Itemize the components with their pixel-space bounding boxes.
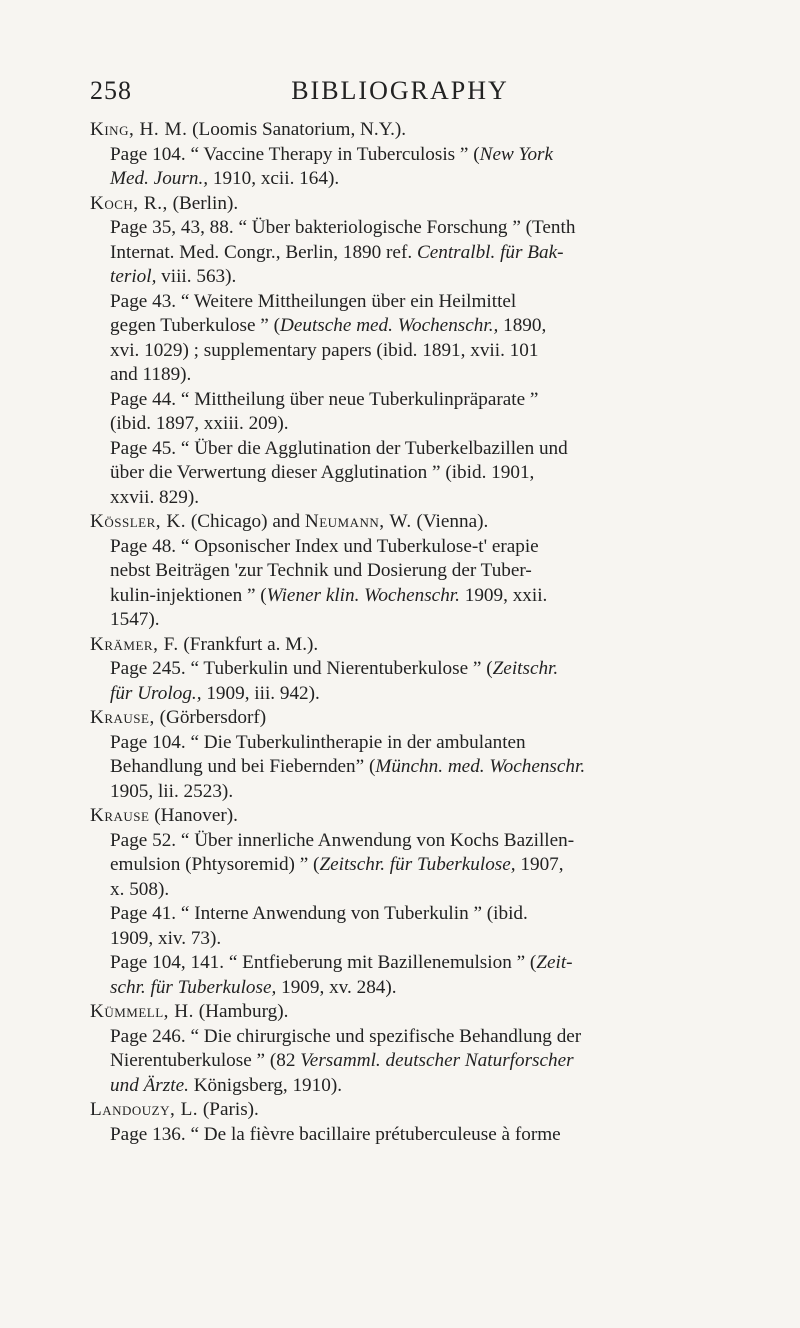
entry-text: Page 48. “ Opsonischer Index und Tuberkulose-t' erapie	[110, 535, 539, 557]
entry-text: Behandlung und bei Fiebernden” (	[110, 756, 376, 777]
author-line	[90, 510, 740, 535]
author-location: (Chicago) and	[186, 511, 305, 532]
journal-title: Wiener klin. Wochenschr.	[266, 584, 460, 606]
author-name: Kümmell, H.	[90, 1001, 194, 1022]
author-line	[90, 118, 740, 143]
author-line	[90, 192, 740, 217]
journal-title: Zeitschr.	[492, 658, 559, 679]
journal-title: Zeit-	[536, 952, 573, 973]
entry-text: (ibid. 1897, xxiii. 209).	[110, 413, 289, 434]
entry-line	[90, 535, 740, 560]
entry-line	[90, 1025, 740, 1050]
entry-line	[90, 290, 740, 315]
entry-text: and 1189).	[110, 364, 192, 385]
entry-line	[90, 412, 740, 437]
author-location: (Paris).	[198, 1099, 259, 1120]
author-line	[90, 1000, 740, 1025]
entry-line	[90, 388, 740, 413]
author-name: King, H. M.	[90, 119, 188, 140]
entry-text: xxvii. 829).	[110, 486, 200, 508]
entry-text: Page 41. “ Interne Anwendung von Tuberkulin ” (ibid.	[110, 903, 528, 924]
entry-line	[90, 461, 740, 486]
running-title: BIBLIOGRAPHY	[291, 76, 509, 105]
entry-line	[90, 927, 740, 952]
entry-text: viii. 563).	[156, 266, 237, 287]
entry-text: Internat. Med. Congr., Berlin, 1890 ref.	[110, 241, 417, 263]
entry-line	[90, 486, 740, 511]
entry-text: Page 104. “ Die Tuberkulintherapie in der ambulanten	[110, 731, 526, 753]
entry-line	[90, 829, 740, 854]
author-location: (Vienna).	[411, 511, 489, 532]
entry-line	[90, 584, 740, 609]
journal-title: für Urolog.,	[110, 682, 202, 704]
entry-text: Page 245. “ Tuberkulin und Nierentuberkulose ” (	[110, 658, 493, 679]
entry-line	[90, 265, 740, 290]
entry-text: Page 45. “ Über die Agglutination der Tuberkelbazillen und	[110, 437, 568, 459]
entry-text: Page 104, 141. “ Entfieberung mit Bazillenemulsion ” (	[110, 952, 537, 973]
journal-title: Centralbl. für Bak-	[416, 241, 564, 263]
author-name: Krause,	[90, 707, 155, 728]
journal-title: und Ärzte.	[110, 1074, 189, 1096]
author-location: (Hanover).	[149, 805, 238, 826]
author-line	[90, 706, 740, 731]
entry-text: Page 35, 43, 88. “ Über bakteriologische Forschung ” (Tenth	[110, 217, 576, 238]
author-name: Krämer, F.	[90, 633, 179, 655]
entry-text: 1905, lii. 2523).	[110, 780, 234, 802]
journal-title: New York	[479, 143, 554, 165]
entry-line	[90, 902, 740, 927]
entry-text: emulsion (Phtysoremid) ” (	[110, 854, 320, 875]
entry-line	[90, 976, 740, 1001]
entry-line	[90, 731, 740, 756]
running-head	[0, 76, 800, 116]
entry-line	[90, 755, 740, 780]
author-name: Neumann, W.	[304, 511, 412, 532]
author-location: (Loomis Sanatorium, N.Y.).	[187, 119, 407, 140]
entry-line	[90, 143, 740, 168]
entry-line	[90, 780, 740, 805]
journal-title: schr. für Tuberkulose,	[110, 976, 277, 998]
author-line	[90, 804, 740, 829]
entry-line	[90, 339, 740, 364]
entry-text: 1907,	[515, 854, 564, 875]
entry-text: Nierentuberkulose ” (82	[110, 1050, 301, 1071]
entry-line	[90, 363, 740, 388]
author-name: Krause	[90, 805, 150, 826]
entry-text: nebst Beiträgen 'zur Technik und Dosierung der Tuber-	[110, 560, 532, 581]
bibliography-text	[90, 118, 740, 1147]
entry-line	[90, 878, 740, 903]
author-location: (Berlin).	[167, 192, 239, 214]
journal-title: Deutsche med. Wochenschr.,	[280, 315, 499, 336]
author-location: (Görbersdorf)	[154, 707, 267, 728]
entry-text: x. 508).	[110, 878, 170, 900]
entry-text: 1909, iii. 942).	[201, 682, 320, 704]
entry-line	[90, 657, 740, 682]
journal-title: Zeitschr. für Tuberkulose,	[319, 854, 516, 875]
entry-line	[90, 853, 740, 878]
entry-text: Königsberg, 1910).	[188, 1074, 343, 1096]
author-name: Koch, R.,	[90, 192, 168, 214]
entry-line	[90, 1123, 740, 1148]
author-location: (Hamburg).	[193, 1001, 289, 1022]
entry-line	[90, 1074, 740, 1099]
entry-text: kulin-injektionen ” (	[110, 584, 267, 606]
journal-title: Med. Journ.,	[110, 168, 209, 189]
entry-line	[90, 437, 740, 462]
entry-line	[90, 314, 740, 339]
entry-line	[90, 682, 740, 707]
entry-text: 1890,	[498, 315, 547, 336]
author-line	[90, 1098, 740, 1123]
entry-line	[90, 1049, 740, 1074]
author-name: Landouzy, L.	[90, 1099, 199, 1120]
entry-line	[90, 216, 740, 241]
entry-text: über die Verwertung dieser Agglutination ” (ibid. 1901,	[110, 462, 535, 483]
entry-text: Page 246. “ Die chirurgische und spezifische Behandlung der	[110, 1025, 582, 1047]
author-location: (Frankfurt a. M.).	[178, 633, 319, 655]
entry-line	[90, 559, 740, 584]
entry-line	[90, 241, 740, 266]
entry-line	[90, 951, 740, 976]
entry-text: Page 104. “ Vaccine Therapy in Tuberculosis ” (	[110, 143, 480, 165]
entry-text: gegen Tuberkulose ” (	[110, 315, 280, 336]
journal-title: teriol,	[110, 266, 157, 287]
page-number: 258	[90, 76, 132, 105]
entry-line	[90, 608, 740, 633]
entry-text: 1910, xcii. 164).	[208, 168, 340, 189]
entry-text: 1547).	[110, 609, 160, 630]
author-line	[90, 633, 740, 658]
author-name: Kössler, K.	[90, 511, 187, 532]
entry-text: Page 136. “ De la fièvre bacillaire prétuberculeuse à forme	[110, 1123, 561, 1145]
entry-text: Page 52. “ Über innerliche Anwendung von Kochs Bazillen-	[110, 829, 575, 851]
journal-title: Versamml. deutscher Naturforscher	[300, 1050, 574, 1071]
entry-text: 1909, xiv. 73).	[110, 927, 222, 949]
entry-text: Page 44. “ Mittheilung über neue Tuberkulinpräparate ”	[110, 388, 539, 410]
entry-text: 1909, xxii.	[459, 584, 548, 606]
entry-text: xvi. 1029) ; supplementary papers (ibid. 1891, xvii. 101	[110, 339, 539, 361]
entry-line	[90, 167, 740, 192]
journal-title: Münchn. med. Wochenschr.	[375, 756, 586, 777]
entry-text: 1909, xv. 284).	[276, 976, 397, 998]
entry-text: Page 43. “ Weitere Mittheilungen über ein Heilmittel	[110, 290, 517, 312]
